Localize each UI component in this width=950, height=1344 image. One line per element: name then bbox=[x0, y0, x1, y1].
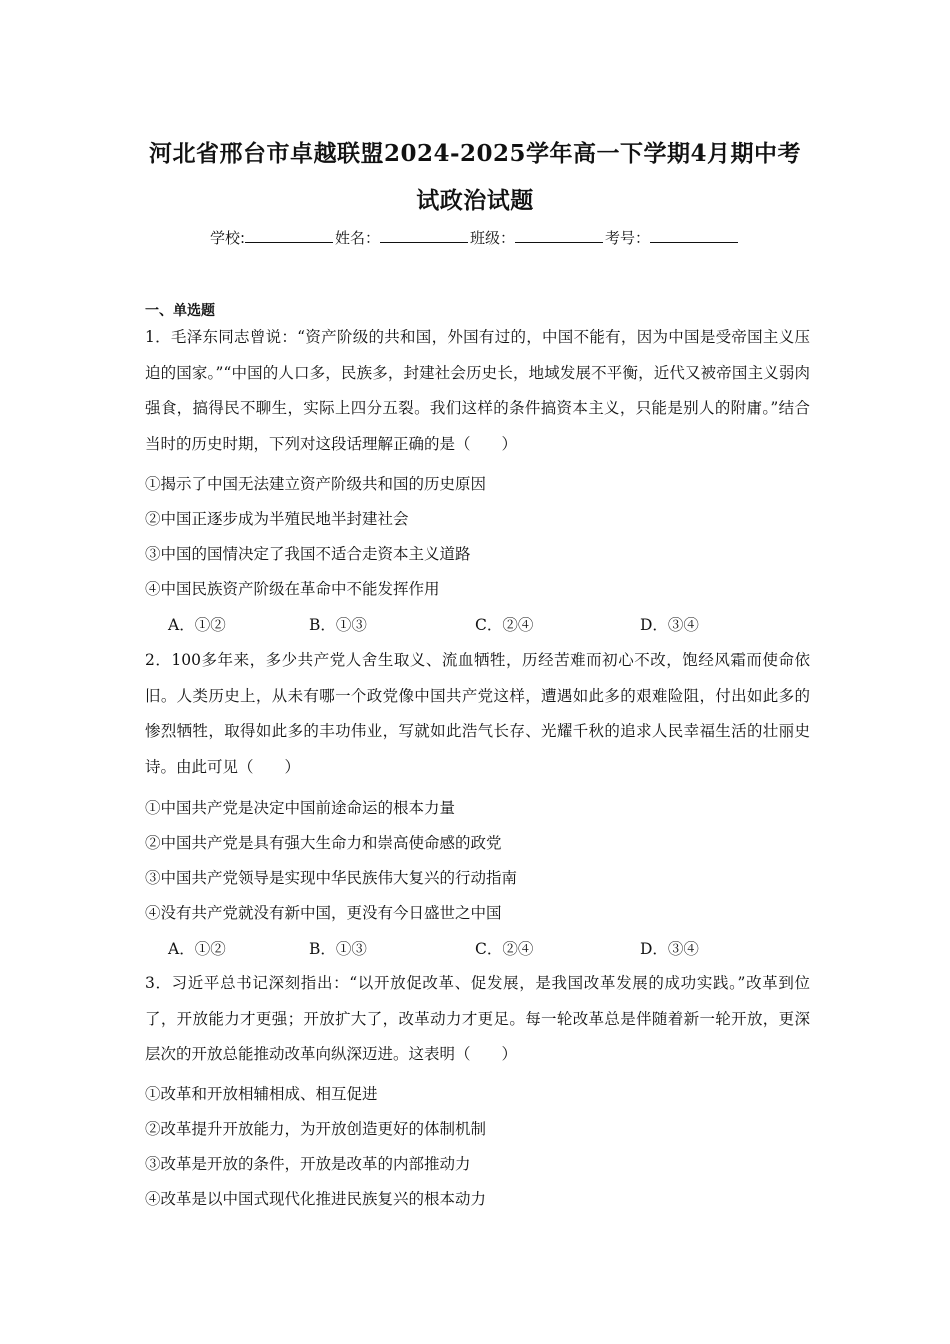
question-2-choice-c[interactable]: C．②④ bbox=[475, 940, 534, 958]
exam-title-line-2: 试政治试题 bbox=[416, 187, 534, 214]
question-2-option-2: ②中国共产党是具有强大生命力和崇高使命感的政党 bbox=[145, 834, 502, 852]
school-blank[interactable] bbox=[245, 227, 333, 243]
question-3-option-1: ①改革和开放相辅相成、相互促进 bbox=[145, 1085, 378, 1103]
exam-number-label: 考号： bbox=[605, 229, 651, 247]
question-3-option-2: ②改革提升开放能力，为开放创造更好的体制机制 bbox=[145, 1120, 487, 1138]
question-2-stem: 2．100多年来，多少共产党人舍生取义、流血牺牲，历经苦难而初心不改，饱经风霜而使命依旧。人类历史上，从未有哪一个政党像中国共产党这样，遭遇如此多的艰难险阻，付出如此多的惨烈牺牲，取得如此多的丰功伟业，写就如此浩气长存、光耀千秋的追求人民幸福生活的壮丽史诗。由此可见（ ） bbox=[145, 651, 810, 776]
question-3-option-3: ③改革是开放的条件，开放是改革的内部推动力 bbox=[145, 1155, 471, 1173]
question-2-choice-a[interactable]: A．①② bbox=[168, 940, 226, 958]
question-3-stem: 3．习近平总书记深刻指出：“以开放促改革、促发展，是我国改革发展的成功实践。”改革到位了，开放能力才更强；开放扩大了，改革动力才更足。每一轮改革总是伴随着新一轮开放，更深层次的开放总能推动改革向纵深迈进。这表明（ ） bbox=[145, 974, 810, 1063]
exam-title-line-1: 河北省邢台市卓越联盟2024-2025学年高一下学期4月期中考 bbox=[148, 140, 802, 167]
question-2-option-4: ④没有共产党就没有新中国，更没有今日盛世之中国 bbox=[145, 904, 502, 922]
question-1-option-4: ④中国民族资产阶级在革命中不能发挥作用 bbox=[145, 580, 440, 598]
question-3-option-4: ④改革是以中国式现代化推进民族复兴的根本动力 bbox=[145, 1190, 487, 1208]
question-1-choice-b[interactable]: B．①③ bbox=[309, 616, 367, 634]
question-1-option-1: ①揭示了中国无法建立资产阶级共和国的历史原因 bbox=[145, 475, 487, 493]
name-label: 姓名： bbox=[335, 229, 381, 247]
question-1-choice-c[interactable]: C．②④ bbox=[475, 616, 534, 634]
question-2-option-3: ③中国共产党领导是实现中华民族伟大复兴的行动指南 bbox=[145, 869, 518, 887]
question-2-choice-d[interactable]: D．③④ bbox=[640, 940, 699, 958]
question-2-option-1: ①中国共产党是决定中国前途命运的根本力量 bbox=[145, 799, 456, 817]
question-1-option-2: ②中国正逐步成为半殖民地半封建社会 bbox=[145, 510, 409, 528]
question-2-choice-b[interactable]: B．①③ bbox=[309, 940, 367, 958]
class-label: 班级： bbox=[470, 229, 516, 247]
name-blank[interactable] bbox=[380, 227, 468, 243]
exam-number-blank[interactable] bbox=[650, 227, 738, 243]
section-heading: 一、单选题 bbox=[145, 303, 215, 319]
class-blank[interactable] bbox=[515, 227, 603, 243]
question-1-option-3: ③中国的国情决定了我国不适合走资本主义道路 bbox=[145, 545, 471, 563]
question-1-stem: 1．毛泽东同志曾说：“资产阶级的共和国，外国有过的，中国不能有，因为中国是受帝国主义压迫的国家。”“中国的人口多，民族多，封建社会历史长，地域发展不平衡，近代又被帝国主义弱肉强食，搞得民不聊生，实际上四分五裂。我们这样的条件搞资本主义，只能是别人的附庸。”结合当时的历史时期，下列对这段话理解正确的是（ ） bbox=[145, 328, 810, 453]
question-1-choice-a[interactable]: A．①② bbox=[168, 616, 226, 634]
school-label: 学校: bbox=[209, 229, 245, 247]
question-1-choice-d[interactable]: D．③④ bbox=[640, 616, 699, 634]
student-info-row bbox=[100, 227, 850, 249]
